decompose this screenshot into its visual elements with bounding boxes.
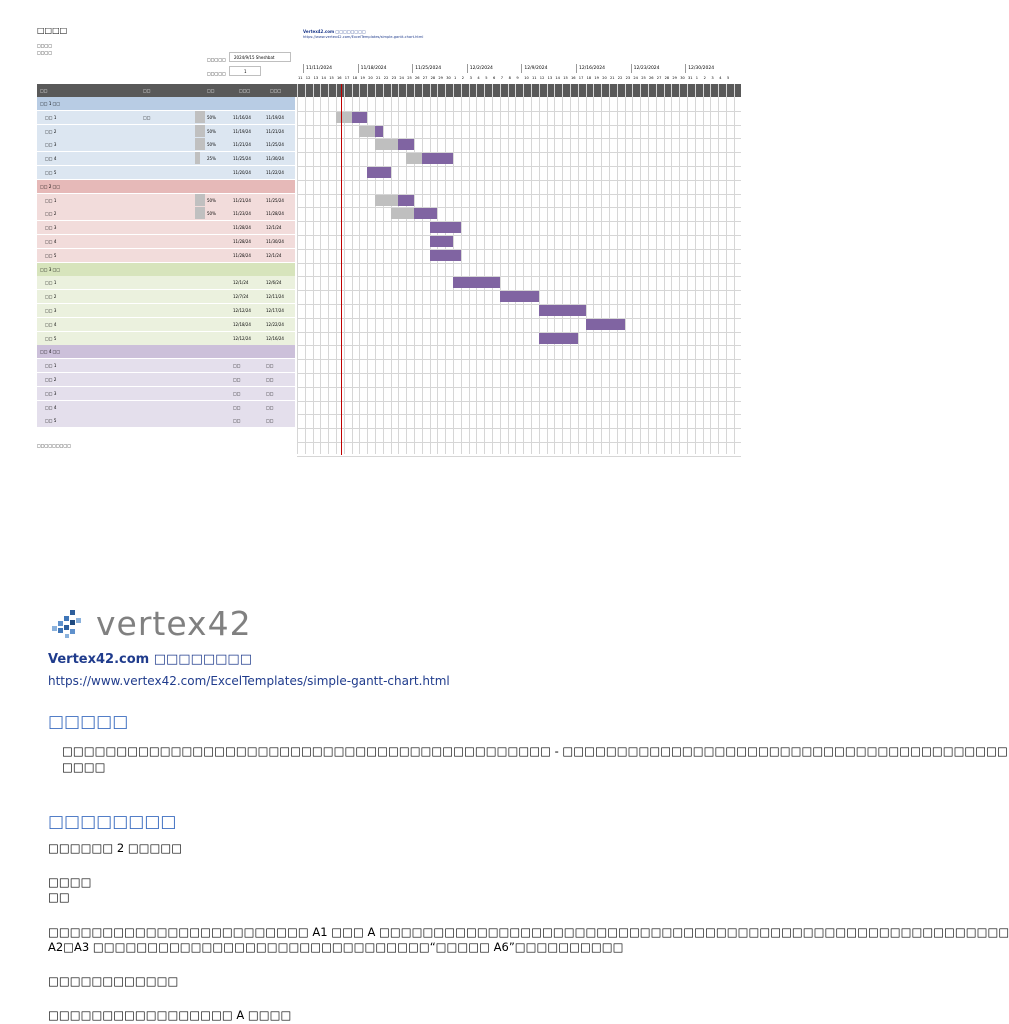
task-end: 11/25/24 — [266, 142, 284, 148]
task-name: □□ 5 — [45, 418, 57, 424]
task-row[interactable] — [37, 276, 295, 289]
task-name: □□ 1 — [45, 280, 57, 286]
day-number: 19 — [360, 76, 365, 80]
task-row[interactable] — [37, 125, 295, 138]
grid-row-line — [297, 345, 741, 346]
task-progress: 50% — [207, 114, 216, 120]
phase-row — [37, 263, 295, 276]
grid-col-line — [664, 84, 665, 454]
task-row[interactable] — [37, 166, 295, 179]
task-start: 11/28/24 — [233, 239, 251, 244]
top-link-url[interactable]: https://www.vertex42.com/ExcelTemplates/simple-gantt-chart.html — [303, 35, 424, 39]
start-label: □□□□□ — [207, 57, 226, 62]
task-name: □□ 4 — [45, 156, 57, 162]
grid-col-line — [726, 84, 727, 454]
grid-row-line — [297, 235, 741, 236]
gantt-bar-done — [336, 112, 352, 123]
grid-col-line — [336, 84, 337, 454]
day-number: 4 — [719, 76, 722, 80]
grid-col-line — [469, 84, 470, 454]
help-link-url[interactable]: https://www.vertex42.com/ExcelTemplates/simple-gantt-chart.html — [48, 674, 450, 688]
task-end: 12/1/24 — [266, 225, 282, 231]
gantt-bar[interactable] — [539, 333, 578, 344]
task-row[interactable] — [37, 387, 295, 400]
project-title: □□□□ — [37, 26, 68, 35]
col-header-task: □□ — [40, 88, 48, 93]
task-progress: 50% — [207, 197, 216, 203]
grid-col-line — [718, 84, 719, 454]
grid-row-line — [297, 387, 741, 388]
gantt-bar[interactable] — [430, 250, 461, 261]
grid-col-line — [648, 84, 649, 454]
grid-row-line — [297, 359, 741, 360]
day-number: 16 — [337, 76, 342, 80]
task-end: 11/19/24 — [266, 114, 284, 120]
progress-fill — [195, 194, 205, 206]
day-number: 30 — [446, 76, 451, 80]
task-name: □□ 4 — [45, 321, 57, 327]
week-label: 12/23/2024 — [631, 64, 686, 73]
grid-col-line — [547, 84, 548, 454]
task-assigned: □□ — [143, 114, 151, 120]
grid-col-line — [422, 84, 423, 454]
task-progress: 50% — [207, 142, 216, 148]
task-name: □□ 3 — [45, 308, 57, 313]
gantt-bar[interactable] — [398, 139, 414, 150]
grid-col-line — [430, 84, 431, 454]
task-start: □□ — [233, 418, 241, 424]
day-number: 31 — [688, 76, 693, 80]
day-number: 20 — [368, 76, 373, 80]
grid-row-line — [297, 180, 741, 181]
gantt-bar[interactable] — [453, 277, 500, 288]
task-row[interactable] — [37, 359, 295, 372]
task-row[interactable] — [37, 235, 295, 248]
day-number: 12 — [539, 76, 545, 80]
task-name: □□ 4 — [45, 239, 57, 244]
today-line — [341, 84, 342, 455]
task-end: 12/1/24 — [266, 252, 282, 258]
grid-row-line — [297, 276, 741, 277]
col-header-start: □□□ — [239, 88, 251, 93]
day-number: 15 — [329, 76, 334, 80]
task-name: □□ 3 — [45, 225, 57, 231]
task-row[interactable] — [37, 304, 295, 317]
project-lead: □□□□ — [37, 50, 53, 55]
day-number: 2 — [703, 76, 706, 80]
help-line-b2: □□ — [48, 890, 70, 904]
grid-col-line — [515, 84, 516, 454]
task-row[interactable] — [37, 290, 295, 303]
grid-col-line — [320, 84, 321, 454]
day-number: 11 — [298, 76, 303, 80]
grid-col-line — [359, 84, 360, 454]
task-start: 12/7/24 — [233, 294, 249, 300]
phase-row — [37, 180, 295, 193]
grid-col-line — [297, 84, 298, 454]
gantt-bar-done — [406, 153, 422, 164]
gantt-bar[interactable] — [367, 167, 390, 178]
grid-col-line — [461, 84, 462, 454]
task-name: □□ 1 — [45, 114, 57, 120]
week-label: 11/25/2024 — [412, 64, 467, 73]
start-date-field[interactable]: 2024/9/15 Sheshbat — [229, 52, 291, 62]
task-end: 11/21/24 — [266, 128, 284, 134]
day-number: 3 — [469, 76, 472, 80]
grid-col-line — [593, 84, 594, 454]
task-end: 12/17/24 — [266, 308, 284, 313]
day-number: 29 — [438, 76, 443, 80]
day-number: 10 — [524, 76, 529, 80]
task-start: 12/1/24 — [233, 280, 249, 286]
task-end: 12/11/24 — [266, 294, 284, 300]
day-number: 23 — [625, 76, 631, 80]
task-start: 12/12/24 — [233, 308, 251, 313]
task-end: □□ — [266, 404, 274, 410]
day-number: 12 — [305, 76, 311, 80]
task-row[interactable] — [37, 207, 295, 220]
gantt-bar[interactable] — [430, 236, 453, 247]
help-line-d: □□□□□□□□□□□□ — [48, 974, 179, 988]
grid-col-line — [453, 84, 454, 454]
day-number: 13 — [547, 76, 553, 80]
section1-line2: □□□□ — [62, 760, 106, 774]
day-number: 21 — [376, 76, 381, 80]
grid-row-line — [297, 456, 741, 457]
help-link-title[interactable]: Vertex42.com □□□□□□□□ — [48, 652, 252, 667]
grid-col-line — [601, 84, 602, 454]
progress-fill — [195, 152, 200, 164]
progress-fill — [195, 207, 205, 219]
gantt-bar[interactable] — [422, 153, 453, 164]
gantt-bar-done — [375, 195, 398, 206]
day-number: 20 — [602, 76, 607, 80]
grid-row-line — [297, 194, 741, 195]
grid-col-line — [703, 84, 704, 454]
progress-fill — [195, 125, 205, 137]
grid-row-line — [297, 304, 741, 305]
task-end: □□ — [266, 418, 274, 424]
week-label: 12/30/2024 — [685, 64, 740, 73]
gantt-bar[interactable] — [430, 222, 461, 233]
gantt-bar[interactable] — [375, 126, 383, 137]
day-number: 15 — [563, 76, 568, 80]
gantt-bar[interactable] — [500, 291, 539, 302]
day-number: 2 — [461, 76, 465, 80]
task-name: □□ 2 — [45, 377, 57, 382]
day-number: 8 — [508, 76, 511, 80]
grid-col-line — [344, 84, 345, 454]
day-number: 4 — [477, 76, 480, 80]
task-start: □□ — [233, 363, 241, 369]
grid-col-line — [609, 84, 610, 454]
top-link-title[interactable]: Vertex42.com □□□□□□□□ — [303, 29, 366, 34]
grid-col-line — [508, 84, 509, 454]
task-start: 11/16/24 — [233, 114, 251, 120]
gantt-bar[interactable] — [539, 305, 586, 316]
grid-col-line — [305, 84, 306, 454]
day-number: 27 — [656, 76, 662, 80]
task-end: 11/22/24 — [266, 170, 284, 175]
grid-row-line — [297, 401, 741, 402]
day-number: 18 — [352, 76, 358, 80]
task-start: 12/18/24 — [233, 321, 251, 327]
task-start: 11/28/24 — [233, 252, 251, 258]
task-end: 12/22/24 — [266, 321, 284, 327]
day-number: 17 — [578, 76, 584, 80]
day-number: 6 — [493, 76, 496, 80]
phase-label: □□ 3 □□ — [40, 266, 61, 272]
grid-col-line — [625, 84, 626, 454]
day-number: 14 — [555, 76, 560, 80]
help-line-b1: □□□□ — [48, 875, 92, 889]
grid-col-line — [656, 84, 657, 454]
help-line-c1: □□□□□□□□□□□□□□□□□□□□□□□□ A1 □□□ A □□□□□□□□□□□□□□□□□□□□□□□□□□□□□□□□□□□□□□□□□□□□□□□□□□□□□□□□□□ — [48, 925, 1009, 939]
day-number: 7 — [500, 76, 504, 80]
progress-fill — [195, 138, 205, 150]
grid-row-line — [297, 373, 741, 374]
grid-col-line — [352, 84, 353, 454]
task-name: □□ 2 — [45, 294, 57, 300]
grid-col-line — [671, 84, 672, 454]
task-start: 11/23/24 — [233, 211, 251, 217]
day-number: 1 — [454, 76, 457, 80]
task-progress: 25% — [207, 156, 216, 162]
task-row[interactable] — [37, 111, 295, 124]
phase-row — [37, 97, 295, 110]
task-end: □□ — [266, 377, 274, 382]
grid-row-line — [297, 414, 741, 415]
grid-col-line — [531, 84, 532, 454]
grid-col-line — [632, 84, 633, 454]
increment-field[interactable]: 1 — [229, 66, 261, 76]
task-end: 11/30/24 — [266, 156, 284, 162]
grid-row-line — [297, 332, 741, 333]
day-number: 17 — [344, 76, 350, 80]
day-number: 28 — [664, 76, 670, 80]
day-number: 1 — [695, 76, 699, 80]
day-letter-row — [297, 84, 741, 97]
week-label: 12/9/2024 — [521, 64, 576, 73]
task-row[interactable] — [37, 194, 295, 207]
task-name: □□ 2 — [45, 128, 57, 134]
section2-heading: □□□□□□□□ — [48, 812, 177, 832]
day-number: 30 — [680, 76, 685, 80]
grid-row-line — [297, 249, 741, 250]
task-start: 11/20/24 — [233, 170, 251, 175]
task-start: 11/21/24 — [233, 197, 251, 203]
phase-label: □□ 1 □□ — [40, 101, 61, 106]
grid-col-line — [562, 84, 563, 454]
task-name: □□ 3 — [45, 142, 57, 148]
task-start: 12/12/24 — [233, 335, 251, 341]
task-row[interactable] — [37, 138, 295, 151]
task-row[interactable] — [37, 373, 295, 386]
grid-row-line — [297, 318, 741, 319]
gantt-bar-done — [359, 126, 375, 137]
task-progress: 50% — [207, 211, 216, 217]
task-progress: 50% — [207, 128, 216, 134]
grid-col-line — [476, 84, 477, 454]
day-number: 5 — [727, 76, 730, 80]
task-name: □□ 3 — [45, 390, 57, 396]
grid-col-line — [578, 84, 579, 454]
week-label: 12/16/2024 — [576, 64, 631, 73]
task-start: 11/28/24 — [233, 225, 251, 231]
task-name: □□ 5 — [45, 252, 57, 258]
day-number: 11 — [532, 76, 537, 80]
task-name: □□ 5 — [45, 170, 57, 175]
grid-col-line — [679, 84, 680, 454]
task-name: □□ 1 — [45, 197, 57, 203]
grid-col-line — [734, 84, 735, 454]
gantt-bar-done — [375, 139, 398, 150]
section1-line1: □□□□□□□□□□□□□□□□□□□□□□□□□□□□□□□□□□□□□□□□□□□□□ - □□□□□□□□□□□□□□□□□□□□□□□□□□□□□□□□□□□□□□□□□ — [62, 744, 1008, 758]
task-row[interactable] — [37, 414, 295, 427]
gantt-sheet — [0, 0, 768, 470]
task-start: 11/21/24 — [233, 142, 251, 148]
grid-col-line — [367, 84, 368, 454]
grid-row-line — [297, 428, 741, 429]
increment-label: □□□□□ — [207, 71, 226, 76]
progress-fill — [195, 111, 205, 123]
phase-label: □□ 2 □□ — [40, 183, 61, 189]
help-line-c2: A2□A3 □□□□□□□□□□□□□□□□□□□□□□□□□□□□□□□“□□□□□ A6”□□□□□□□□□□ — [48, 940, 624, 954]
grid-col-line — [484, 84, 485, 454]
section1-heading: □□□□□ — [48, 712, 129, 732]
week-label: 12/2/2024 — [467, 64, 522, 73]
task-end: □□ — [266, 363, 274, 369]
logo-text: vertex42 — [96, 604, 252, 643]
phase-row — [37, 345, 295, 358]
day-number: 5 — [485, 76, 488, 80]
week-label: 11/18/2024 — [358, 64, 413, 73]
day-number: 24 — [633, 76, 638, 80]
task-name: □□ 5 — [45, 335, 57, 341]
grid-col-line — [437, 84, 438, 454]
day-number: 16 — [571, 76, 576, 80]
phase-label: □□ 4 □□ — [40, 349, 61, 355]
task-start: 11/25/24 — [233, 156, 251, 162]
day-number: 3 — [711, 76, 714, 80]
day-number: 9 — [516, 76, 519, 80]
task-end: 11/25/24 — [266, 197, 284, 203]
help-line-a: □□□□□□ 2 □□□□□ — [48, 841, 183, 855]
grid-col-line — [570, 84, 571, 454]
grid-row-line — [297, 221, 741, 222]
task-row[interactable] — [37, 332, 295, 345]
day-number: 14 — [321, 76, 326, 80]
day-number: 25 — [407, 76, 412, 80]
task-start: 11/19/24 — [233, 128, 251, 134]
grid-col-line — [710, 84, 711, 454]
day-number: 18 — [586, 76, 592, 80]
grid-col-line — [445, 84, 446, 454]
gantt-bar-done — [391, 208, 414, 219]
day-number: 26 — [415, 76, 420, 80]
col-header-end: □□□ — [270, 88, 282, 93]
day-number: 25 — [641, 76, 646, 80]
grid-col-line — [500, 84, 501, 454]
gantt-bar[interactable] — [586, 319, 625, 330]
day-number: 22 — [383, 76, 389, 80]
day-number: 23 — [391, 76, 397, 80]
day-number: 22 — [617, 76, 623, 80]
grid-row-line — [297, 207, 741, 208]
task-name: □□ 4 — [45, 404, 57, 410]
grid-row-line — [297, 263, 741, 264]
day-number: 13 — [313, 76, 319, 80]
day-number: 21 — [610, 76, 615, 80]
task-start: □□ — [233, 377, 241, 382]
task-row[interactable] — [37, 401, 295, 414]
col-header-assigned: □□ — [143, 88, 151, 93]
task-end: 11/28/24 — [266, 211, 284, 217]
grid-row-line — [297, 138, 741, 139]
grid-col-line — [554, 84, 555, 454]
grid-row-line — [297, 152, 741, 153]
grid-row-line — [297, 166, 741, 167]
grid-col-line — [313, 84, 314, 454]
vertex42-logo — [48, 600, 252, 646]
task-end: 12/16/24 — [266, 335, 284, 341]
grid-col-line — [687, 84, 688, 454]
grid-col-line — [586, 84, 587, 454]
gantt-bar[interactable] — [352, 112, 368, 123]
col-header-progress: □□ — [207, 88, 215, 93]
week-label: 11/11/2024 — [303, 64, 358, 73]
day-number: 29 — [672, 76, 677, 80]
grid-col-line — [414, 84, 415, 454]
task-end: 12/6/24 — [266, 280, 282, 286]
task-row[interactable] — [37, 221, 295, 234]
grid-col-line — [617, 84, 618, 454]
gantt-bar[interactable] — [414, 208, 437, 219]
grid-row-line — [297, 442, 741, 443]
grid-col-line — [640, 84, 641, 454]
task-row[interactable] — [37, 152, 295, 165]
task-end: □□ — [266, 390, 274, 396]
task-start: □□ — [233, 390, 241, 396]
day-number: 26 — [649, 76, 654, 80]
help-line-e: □□□□□□□□□□□□□□□□□ A □□□□ — [48, 1008, 292, 1022]
grid-col-line — [492, 84, 493, 454]
task-name: □□ 1 — [45, 363, 57, 369]
gantt-bar[interactable] — [398, 195, 414, 206]
day-number: 27 — [422, 76, 428, 80]
company-name: □□□□ — [37, 43, 53, 48]
grid-col-line — [539, 84, 540, 454]
task-name: □□ 2 — [45, 211, 57, 217]
day-number: 24 — [399, 76, 404, 80]
footer-note: □□□□□□□□□ — [37, 443, 72, 448]
day-number: 28 — [430, 76, 436, 80]
grid-col-line — [328, 84, 329, 454]
grid-col-line — [695, 84, 696, 454]
task-row[interactable] — [37, 318, 295, 331]
grid-col-line — [523, 84, 524, 454]
task-start: □□ — [233, 404, 241, 410]
task-row[interactable] — [37, 249, 295, 262]
task-end: 11/30/24 — [266, 239, 284, 244]
day-number: 19 — [594, 76, 599, 80]
